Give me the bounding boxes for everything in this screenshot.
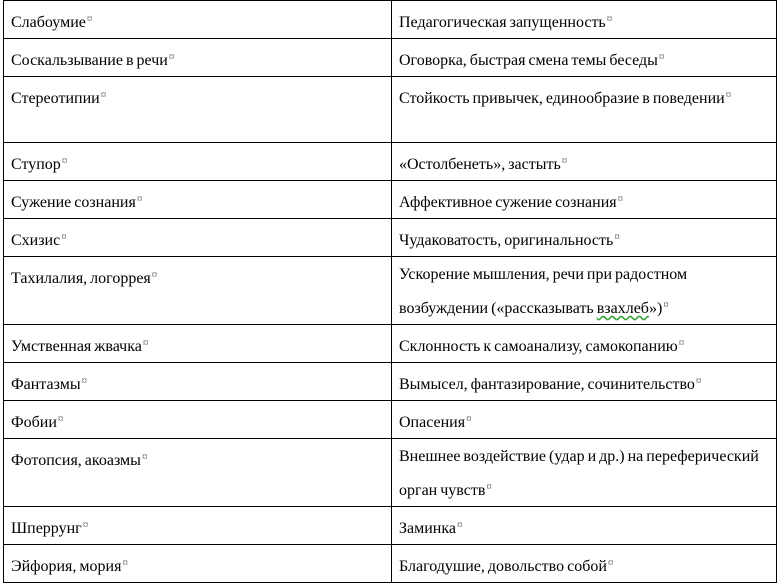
cell-end-mark: ¤ <box>725 89 732 101</box>
meaning-text: Оговорка, быстрая смена темы беседы <box>399 52 658 69</box>
meaning-text: Аффективное сужение сознания <box>399 194 617 211</box>
meaning-text: Вымысел, фантазирование, сочинительство <box>399 376 695 393</box>
cell-end-mark: ¤ <box>678 337 685 349</box>
cell-end-mark: ¤ <box>617 193 624 205</box>
table-row <box>4 401 777 439</box>
term-cell <box>4 181 392 219</box>
term-text: Схизис <box>11 232 61 249</box>
cell-end-mark: ¤ <box>486 481 492 493</box>
term-cell <box>4 325 392 363</box>
table-row <box>4 363 777 401</box>
meaning-text: Опасения <box>399 414 466 431</box>
cell-end-mark: ¤ <box>61 155 68 167</box>
meaning-cell <box>392 143 777 181</box>
term-text: Слабоумие <box>11 14 86 31</box>
spellcheck-word: взахлеб <box>596 300 649 317</box>
cell-end-mark: ¤ <box>466 413 472 425</box>
cell-end-mark: ¤ <box>61 231 67 243</box>
term-cell <box>4 1 392 39</box>
table-row <box>4 77 777 143</box>
cell-end-mark: ¤ <box>658 51 665 63</box>
table-row <box>4 545 777 583</box>
term-text: Тахилалия, логоррея <box>11 270 151 287</box>
meaning-cell <box>392 325 777 363</box>
meaning-text: Склонность к самоанализу, самокопанию <box>399 338 678 355</box>
meaning-text: Стойкость привычек, единообразие в поведении <box>399 90 725 107</box>
term-cell <box>4 257 392 325</box>
term-cell <box>4 545 392 583</box>
cell-end-mark: ¤ <box>606 13 613 25</box>
term-cell <box>4 143 392 181</box>
term-text: Фотопсия, акоазмы <box>11 452 141 469</box>
meaning-text: Педагогическая запущенность <box>399 14 606 31</box>
table-row <box>4 1 777 39</box>
term-cell <box>4 219 392 257</box>
cell-end-mark: ¤ <box>457 519 463 531</box>
term-text: Умственная жвачка <box>11 338 142 355</box>
meaning-text: Ускорение мышления, речи при радостном возбуждении («рассказывать <box>399 266 688 317</box>
meaning-text: «Остолбенеть», застыть <box>399 156 561 173</box>
cell-end-mark: ¤ <box>151 269 158 281</box>
meaning-cell <box>392 401 777 439</box>
meaning-cell <box>392 181 777 219</box>
term-cell <box>4 39 392 77</box>
table-row <box>4 257 777 325</box>
term-text: Стереотипии <box>11 90 100 107</box>
term-cell <box>4 439 392 507</box>
meaning-text: Благодушие, довольство собой <box>399 558 607 575</box>
term-cell <box>4 77 392 143</box>
table-row <box>4 507 777 545</box>
meaning-cell <box>392 77 777 143</box>
cell-end-mark: ¤ <box>100 89 107 101</box>
meaning-cell <box>392 439 777 507</box>
table-row <box>4 181 777 219</box>
term-text: Соскальзывание в речи <box>11 52 168 69</box>
meaning-cell <box>392 507 777 545</box>
table-row <box>4 219 777 257</box>
cell-end-mark: ¤ <box>136 193 143 205</box>
table-row <box>4 39 777 77</box>
term-text: Фантазмы <box>11 376 81 393</box>
term-text: Эйфория, мория <box>11 558 122 575</box>
table-row <box>4 439 777 507</box>
terms-table <box>3 0 777 583</box>
cell-end-mark: ¤ <box>82 519 89 531</box>
cell-end-mark: ¤ <box>614 231 620 243</box>
term-text: Ступор <box>11 156 61 173</box>
meaning-cell <box>392 39 777 77</box>
cell-end-mark: ¤ <box>86 13 93 25</box>
meaning-cell <box>392 363 777 401</box>
term-text: Сужение сознания <box>11 194 136 211</box>
meaning-cell <box>392 257 777 325</box>
term-cell <box>4 363 392 401</box>
cell-end-mark: ¤ <box>141 451 148 463</box>
term-cell <box>4 507 392 545</box>
cell-end-mark: ¤ <box>663 299 669 311</box>
meaning-cell <box>392 1 777 39</box>
meaning-cell <box>392 219 777 257</box>
meaning-text: Внешнее воздействие (удар и др.) на переферический орган чувств <box>399 448 759 499</box>
meaning-text: Заминка <box>399 520 456 537</box>
cell-end-mark: ¤ <box>57 413 64 425</box>
cell-end-mark: ¤ <box>607 557 614 569</box>
meaning-cell <box>392 545 777 583</box>
cell-end-mark: ¤ <box>81 375 88 387</box>
cell-end-mark: ¤ <box>142 337 149 349</box>
term-text: Фобии <box>11 414 57 431</box>
cell-end-mark: ¤ <box>695 375 702 387</box>
cell-end-mark: ¤ <box>168 51 175 63</box>
table-row <box>4 325 777 363</box>
meaning-text-end: ») <box>648 300 663 317</box>
meaning-text: Чудаковатость, оригинальность <box>399 232 614 249</box>
cell-end-mark: ¤ <box>561 155 568 167</box>
table-row <box>4 143 777 181</box>
cell-end-mark: ¤ <box>122 557 128 569</box>
term-cell <box>4 401 392 439</box>
term-text: Шперрунг <box>11 520 82 537</box>
